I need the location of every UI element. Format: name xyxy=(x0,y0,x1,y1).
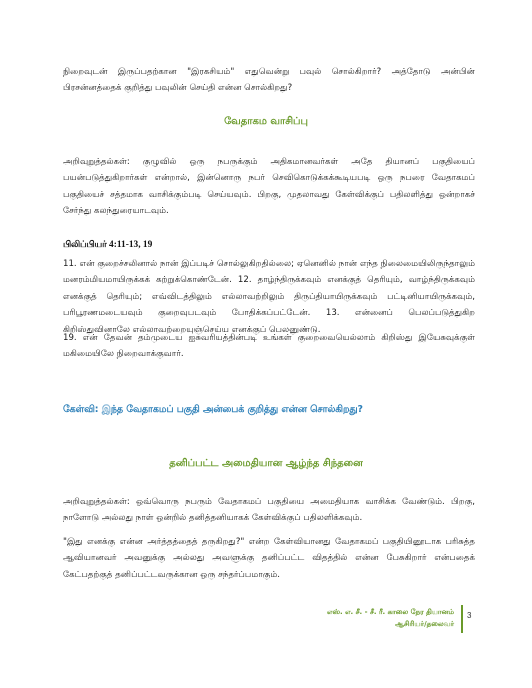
section-heading-reflection: தனிப்பட்ட அமைதியான ஆழ்ந்த சிந்தனை xyxy=(169,458,363,469)
intro-paragraph: நிறைவுடன் இருப்பதற்கான "இரகசியம்" எதுவென்று பவுல் சொல்கிறார்? அத்தோடு அன்பின் பிரசன்னத்தைக் குறித்து பவுலின் செய்தி என்ன சொல்கிறது? xyxy=(63,67,475,94)
bible-reading-instructions: அறிவுறுத்தல்கள்: குழுவில் ஒரு நபருக்கும் அதிகமானவர்கள் அதே தியானப் பகுதியைப் பயன்படுத்துகிறார்கள் என்றால், இன்னொரு நபர் செவிகொடுக்கக்கூடியபடி ஒரு நபரை வேதாகமப் பகுதியைச் சத்தமாக வாசிக்கும்படி செய்யவும். பிறகு, முதலாவது கேள்விக்குப் பதிலளித்து ஒன்றாகச் சேர்ந்து கலந்துரையாடவும். xyxy=(63,157,475,217)
reflection-instructions: அறிவுறுத்தல்கள்: ஒவ்வொரு நபரும் வேதாகமப் பகுதியை அமைதியாக வாசிக்க வேண்டும். பிறகு, நாளோடு அல்லது நாள் ஒன்றில் தனித்தனியாகக் கேள்விக்குப் பதிலளிக்கவும். xyxy=(63,497,475,524)
scripture-reference xyxy=(63,240,152,251)
footer-title xyxy=(327,606,454,630)
footer-line-1: எஸ். எ. சீ. - சீ. ரீ. காலை நேர தியானம் xyxy=(327,608,454,616)
reflection-question-paragraph: "இது எனக்கு என்ன அர்த்தத்தைத் தருகிறது?" என்ற கேள்வியானது வேதாகமப் பகுதியினூடாக பரிசுத்த ஆவியானவர் அவனுக்கு அல்லது அவளுக்கு தனிப்பட்ட விதத்தில் என்ன பேசுகிறார் என்பதைக் கேட்பதற்குத் தனிப்பட்டவருக்கான ஒரு சந்தர்ப்பமாகும். xyxy=(63,537,475,580)
scripture-verses-11-13: 11. என் குறைச்சலினால் நான் இப்படிச் சொல்லுகிறதில்லை; ஏனெனில் நான் எந்த நிலைமையிலிருந்தாலும் மனரம்மியமாயிருக்கக் கற்றுக்கொண்டேன். 12. தாழ்ந்திருக்கவும் எனக்குத் தெரியும், வாழ்ந்திருக்கவும் எனக்குத் தெரியும்; எவ்விடத்திலும் எல்லாவற்றிலும் திருப்தியாயிருக்கவும் பட்டினியாயிருக்கவும், பரிபூரணமடையவும் குறைவுபடவும் போதிக்கப்பட்டேன். 13. என்னைப் பெலப்படுத்துகிற கிறிஸ்துவினாலே எல்லாவற்றையுஞ்செய்ய எனக்குப் பெலனுண்டு. xyxy=(63,259,475,335)
footer-divider xyxy=(461,605,463,633)
page-number: 3 xyxy=(467,611,472,620)
scripture-verse-19: 19. என் தேவன் தம்முடைய ஐசுவரியத்தின்படி உங்கள் குறைவையெல்லாம் கிறிஸ்து இயேசுவுக்குள் மகிமையிலே நிறைவாக்குவார். xyxy=(63,333,475,360)
scripture-book: பிலிப்பியர் xyxy=(63,240,107,250)
scripture-verses-ref: 4:11-13, 19 xyxy=(106,240,153,250)
footer-line-2: ஆசிரியர்/தலைவர் xyxy=(395,620,454,628)
discussion-question: கேள்வி: இந்த வேதாகமப் பகுதி அன்பைக் குறித்து என்ன சொல்கிறது? xyxy=(63,404,363,415)
section-heading-bible-reading: வேதாகம வாசிப்பு xyxy=(224,116,308,127)
